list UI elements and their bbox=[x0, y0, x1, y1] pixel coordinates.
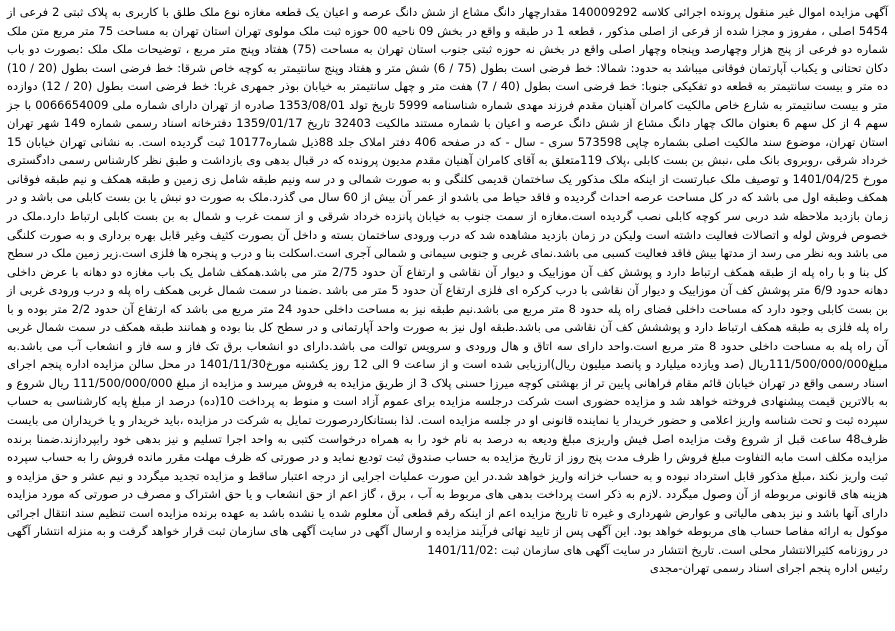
notice-body: آگهی مزایده اموال غیر منقول پرونده اجرائی کلاسه 140009292 مقدارچهار دانگ مشاع از شش دانگ عرصه و اعیان یک قطعه مغازه نوع ملک طلق با کاربری به پلاک ثبتی 2 فرعی از 5454 اصلی ، مفروز و مجزا شده از فرعی از اصلی مذکور ، قطعه 1 در طبقه و واقع در بخش 09 ناحیه 00 حوزه ثبت ملک مولوی تهران استان تهران به مساحت 75 متر مربع متن ملک شماره دو فرعی از پنج هزار وچهارصد وپنجاه وچهار اصلی واقع در بخش نه حوزه ثبتی جنوب استان تهران به مساحت (75) هفتاد وپنج متر مربع ، توضیحات ملک ملک :بصورت دو باب دکان تحتانی و یکباب آپارتمان فوقانی میباشد به حدود: شمالا: خط فرضی است بطول (75 / 6) شش متر و هفتاد وپنج سانتیمتر به کوچه خاص شرقا: خط فرضی است بطول (20 / 10) ده متر و بیست سانتیمتر به قطعه دو تفکیکی جنوبا: خط فرضی است بطول (40 / 7) هفت متر و چهل سانتیمتر به خیابان بوذر جمهری غربا: خط فرضی است بطول (20 / 12) دوازده متر و بیست سانتیمتر به شارع خاص مالکیت کامران آهنیان مقدم فرزند مهدی شماره شناسنامه 5999 تاریخ تولد 1353/08/01 صادره از تهران دارای شماره ملی 0066654009 با جز سهم 4 از کل سهم 6 بعنوان مالک چهار دانگ مشاع از شش دانگ عرصه و اعیان با شماره مستند مالکیت 32403 تاریخ 1359/01/17 دفترخانه اسناد رسمی شماره 149 شهر تهران استان تهران، موضوع سند مالکیت اصلی بشماره چاپی 573598 سری - سال - که در صفحه 406 دفتر املاک جلد 88ذیل شماره10177 ثبت گردیده است. به نشانی تهران خیابان 15 خرداد شرقی ،روبروی بانک ملی ،نبش بن بست کابلی ،پلاک 119متعلق به آقای کامران آهنیان مقدم مدیون پرونده که در قبال بدهی وی بازداشت و طبق نظر کارشناس رسمی دادگستری مورخ 1401/04/25 و توصیف ملک عبارتست از اینکه ملک مذکور یک ساختمان قدیمی کلنگی و به صورت شمالی و در سه ونیم طبقه شامل زی زمین و طبقه همکف و نیم طبقه فوقانی همکف وطبقه اول می باشد که در کل مساحت عرصه احداث گردیده و فاقد حیاط می باشدو از عمر آن بیش از 60 سال می گذرد.ملک به صورت دو نبش یا بن بست کابلی می باشد و در زمان بازدید ملاحظه شد دربی سر کوچه کابلی نصب گردیده است.مغازه از سمت جنوب به خیابان پانزده خرداد شرقی و از سمت غرب و شمال به بن بست کابلی ارتباط دارد.ملک در خصوص فروش لوله و اتصالات فعالیت داشته است ولیکن در زمان بازدید مشاهده شد که درب ورودی ساختمان بسته و داخل آن بصورت کثیف وغیر قابل بهره برداری و به صورت کلنگی می باشد وبه نظر می رسد از مدتها بیش فاقد فعالیت کسبی می باشد.نمای غربی و جنوبی سیمانی و شمالی آجری است.اسکلت بنا و درب و پنجره ها فلزی است.زیر زمین ملک در سطح کل بنا و با راه پله از طبقه همکف ارتباط دارد و پوشش کف آن موزاییک و دیوار آن نقاشی و ارتفاع آن حدود 2/75 متر می باشد.همکف شامل یک باب مغازه دو دهانه با عرض داخلی دهانه حدود 6/9 متر پوشش کف آن موزاییک و دیوار آن نقاشی با درب کرکره ای فلزی ارتفاع آن حدود 5 متر می باشد .ضمنا در سمت شمال غربی همکف راه پله و درب ورودی غربی از بن بست کابلی وجود دارد که مساحت داخلی فضای راه پله حدود 8 متر مربع می باشد.نیم طبقه نیز به مساحت داخلی حدود 24 متر مربع می باشد که ارتفاع آن حدود 2/2 متر بوده و با راه پله فلزی به طبقه همکف ارتباط دارد و پوششش کف آن نقاشی می باشد.طبقه اول نیز به صورت واحد آپارتمانی و در سطح کل بنا بوده و همانند طبقه همکف در سمت شمال غربی آن راه پله به مساحت داخلی حدود 8 متر مربع است.واحد دارای سه اتاق و هال ورودی و سرویس توالت می باشد.دارای دو انشعاب برق تک فاز و سه فاز و انشعاب آب می باشد.به مبلغ111/500/000/000ریال (صد ویازده میلیارد و پانصد میلیون ریال)ارزیابی شده است و از ساعت 9 الی 12 روز یکشنبه مورخ1401/11/30 در محل سالن مزایده اداره پنجم اجرای اسناد رسمی واقع در تهران خیابان قائم مقام فراهانی پایین تر از بهشتی کوچه میرزا حسنی پلاک 3 از طریق مزایده به فروش میرسد و مزایده از مبلغ 111/500/000/000 ریال شروع و به بالاترین قیمت پیشنهادی فروخته خواهد شد و مزایده حضوری است شرکت درجلسه مزایده برای عموم آزاد است و منوط به پرداخت 10(ده) درصد از مبلغ پایه کارشناسی به حساب سپرده ثبت و تحت شناسه واریز اعلامی و حضور خریدار یا نماینده قانونی او در جلسه مزایده است. لذا بستانکاردرصورت تمایل به شرکت در مزایده ،باید خریدار و یا خریداران می بایست ظرف48 ساعت قبل از شروع وقت مزایده اصل فیش واریزی مبلغ ودیعه به درصد به نام خود را به همراه درخواست کتبی به واحد اجرا تسلیم و نیز بدهی خود رابپردازند.ضمنا برنده مزایده مکلف است مابه التفاوت مبلغ فروش را ظرف مدت پنج روز از تاریخ مزایده به حساب صندوق ثبت تودیع نماید و در صورتی که ظرف مهلت مقرر مانده فروش را به حساب سپرده ثبت واریز نکند ،مبلغ مذکور قابل استرداد نبوده و به حساب خزانه واریز خواهد شد.در این صورت عملیات اجرایی از درجه اعتبار ساقط و مزایده تجدید میگردد و نیم عشر و حق مزایده و هزینه های قانونی مربوطه از آن وصول میگردد .لازم به ذکر است پرداخت بدهی های مربوط به آب ، برق ، گاز اعم از حق انشعاب و یا حق اشتراک و مصرف در صورتی که مورد مزایده دارای آنها باشد و نیز بدهی مالیاتی و عوارض شهرداری و غیره تا تاریخ مزایده اعم از اینکه رقم قطعی آن معلوم شده یا نشده باشد به عهده برنده مزایده است تنظیم سند انتقال اجرائی موکول به ارائه مفاصا حساب های مربوطه خواهد بود. این آگهی پس از تایید نهائی فرآیند مزایده و ارسال آگهی در سایت آگهی های سازمان ثبت قرار خواهد گرفت و به منزله انتشار آگهی در روزنامه کثیرالانتشار محلی است. تاریخ انتشار در سایت آگهی های سازمان ثبت :1401/11/02 bbox=[7, 5, 889, 557]
notice-signature: رئیس اداره پنجم اجرای اسناد رسمی تهران-مجدی bbox=[649, 561, 888, 576]
